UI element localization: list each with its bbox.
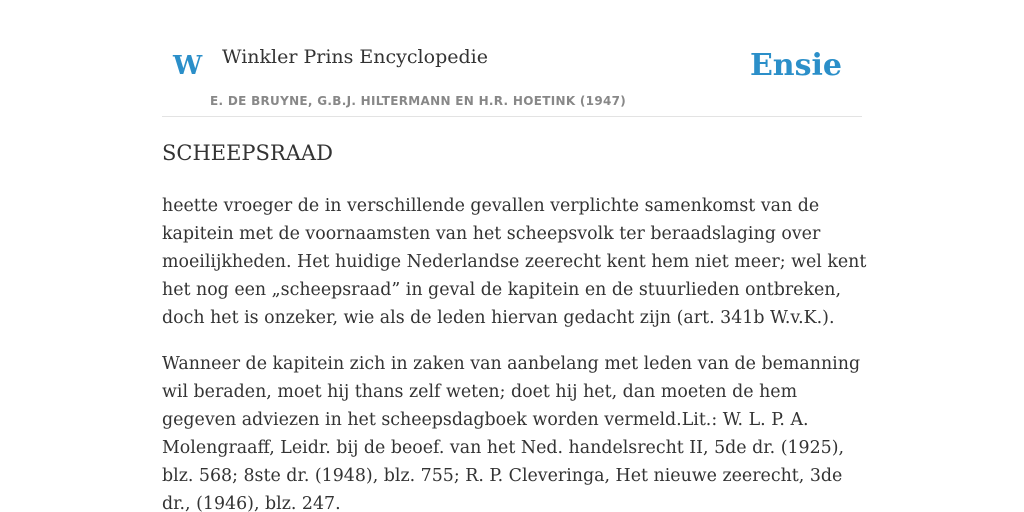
page-header	[162, 0, 862, 117]
ensie-logo[interactable]: Ensie	[749, 48, 842, 83]
article-body	[162, 192, 868, 512]
winkler-prins-logo[interactable]: W	[173, 51, 203, 81]
article-paragraph: heette vroeger de in verschillende gevallen verplichte samenkomst van de kapitein met de voornaamsten van het scheepsvolk ter beraadslaging over moeilijkheden. Het huidige Nederlandse zeerecht kent hem niet meer; wel kent het nog een „scheepsraad” in geval de kapitein en de stuurlieden ontbreken, doch het is onzeker, wie als de leden hiervan gedacht zijn (art. 341b W.v.K.).	[162, 196, 867, 328]
article-paragraph: Wanneer de kapitein zich in zaken van aanbelang met leden van de bemanning wil beraden, moet hij thans zelf weten; doet hij het, dan moeten de hem gegeven adviezen in het scheepsdagboek worden vermeld.Lit.: W. L. P. A. Molengraaff, Leidr. bij de beoef. van het Ned. handelsrecht II, 5de dr. (1925), blz. 568; 8ste dr. (1948), blz. 755; R. P. Cleveringa, Het nieuwe zeerecht, 3de dr., (1946), blz. 247.	[162, 354, 861, 512]
entry-title: SCHEEPSRAAD	[162, 141, 333, 165]
authors-line: E. DE BRUYNE, G.B.J. HILTERMANN EN H.R. HOETINK (1947)	[210, 94, 627, 108]
site-title[interactable]: Winkler Prins Encyclopedie	[222, 46, 488, 68]
